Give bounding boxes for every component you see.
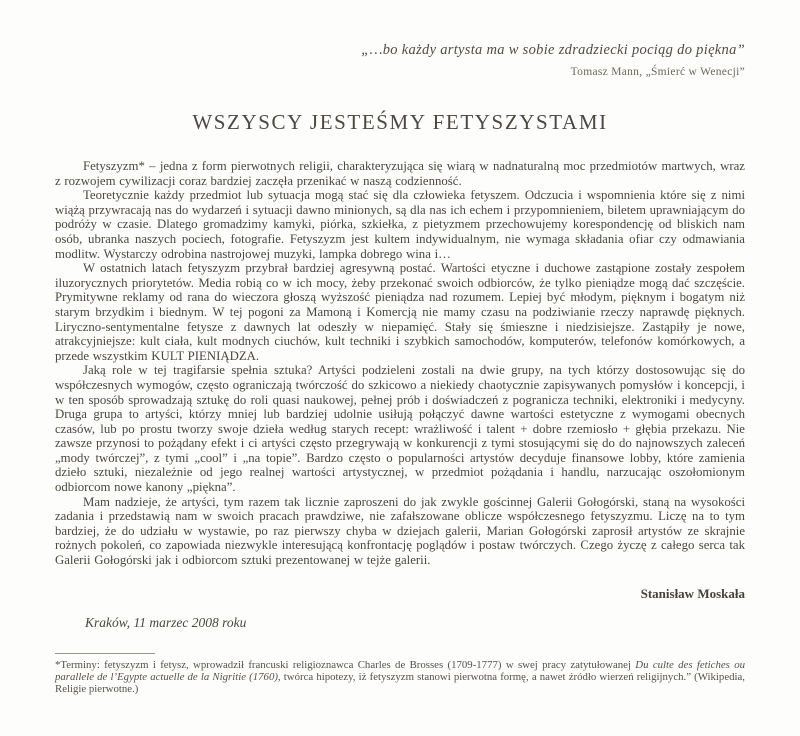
paragraph-2: Teoretycznie każdy przedmiot lub sytuacja mogą stać się dla człowieka fetyszem. Odczucia i wspomnienia które się z nimi wiążą przywracają nas do wydarzeń i sytuacji dawno minionych, są dla nas ich echem i przypomnieniem, biletem uprawniającym do podróży w czasie. Dlatego gromadzimy kamyki, piórka, szkiełka, z pietyzmem przechowujemy korespondencję od bliskich nam osób, ubranka naszych pociech, fotografie. Fetyszyzm jest kultem indywidualnym, nie wymaga składania ofiar czy odmawiania modlitw. Wystarczy odrobina nastrojowej muzyki, lampka dobrego wina i…: [55, 188, 745, 261]
dateline: Kraków, 11 marzec 2008 roku: [85, 614, 247, 630]
page-title: WSZYSCY JESTEŚMY FETYSZYSTAMI: [192, 110, 608, 134]
paragraph-4: Jaką role w tej tragifarsie spełnia sztuka? Artyści podzieleni zostali na dwie grupy, na tych którzy dostosowując się do współczesnych wymogów, często ograniczają twórczość do szkicowo a niekiedy chaotycznie zapisywanych pomysłów i koncepcji, i w ten sposób sprowadzają sztukę do roli quasi naukowej, pełnej prób i doświadczeń z pogranicza techniki, elektroniki i medycyny. Druga grupa to artyści, którzy mniej lub bardziej udolnie usiłują połączyć dawne wartości estetyczne z wymogami obecnych czasów, lub po prostu tworzy swoje dzieła według starych recept: wrażliwość i talent + dobre rzemiosło + głębia przekazu. Nie zawsze przynosi to pożądany efekt i ci artyści często przegrywają w konkurencji z tymi stosującymi się do do najnowszych zaleceń „mody twórczej”, z tymi „cool” i „na topie”. Bardzo często o popularności artystów decyduje finansowe lobby, które zamienia dzieło sztuki, niezależnie od jego realnej wartości artystycznej, w przedmiot pożądania i handlu, narzucając oszołomionym odbiorcom nowe kanony „piękna”.: [55, 363, 745, 495]
epigraph: [55, 42, 745, 78]
footnote: [55, 659, 745, 696]
footnote-work-title: Du culte des fetiches ou parallele de l’Egypte actuelle de la Nigritie (1760): [55, 658, 745, 683]
footnote-divider: [55, 653, 155, 654]
essay-body: [55, 159, 745, 568]
paragraph-1: Fetyszyzm* – jedna z form pierwotnych religii, charakteryzująca się wiarą w nadnaturalną moc przedmiotów martwych, wraz z rozwojem cywilizacji coraz bardziej zaczęła przenikać w naszą codzienność.: [55, 159, 745, 188]
epigraph-attribution: Tomasz Mann, „Śmierć w Wenecji”: [570, 66, 745, 78]
paragraph-3: W ostatnich latach fetyszyzm przybrał bardziej agresywną postać. Wartości etyczne i duchowe zastąpione zostały zespołem iluzorycznych priorytetów. Media robią co w ich mocy, żeby przekonać swoich odbiorców, że tylko pieniądze mogą dać szczęście. Prymitywne reklamy od rana do wieczora głoszą wyższość pieniądza nad rozumem. Lepiej być młodym, pięknym i bogatym niż starym brzydkim i biednym. W tej pogoni za Mamoną i Komercją nie mamy czasu na podziwianie rzeczy naprawdę pięknych. Liryczno-sentymentalne fetysze z dawnych lat odeszły w niepamięć. Stały się śmieszne i niedzisiejsze. Zastąpiły je nowe, atrakcyjniejsze: kult ciała, kult modnych ciuchów, kult techniki i szybkich samochodów, komputerów, telefonów komórkowych, a przede wszystkim KULT PIENIĄDZA.: [55, 261, 745, 363]
footnote-text-start: *Terminy: fetyszyzm i fetysz, wprowadził francuski religioznawca Charles de Brosses (1709-1777) w swej pracy zatytułowanej: [55, 658, 636, 671]
paragraph-5: Mam nadzieje, że artyści, tym razem tak licznie zaproszeni do jak zwykle gościnnej Galerii Gołogórski, staną na wysokości zadania i przedstawią nam w swoich pracach prawdziwe, nie zafałszowane oblicze współczesnego fetyszyzmu. Liczę na to tym bardziej, że do udziału w wystawie, po raz pierwszy chyba w dziejach galerii, Marian Gołogórski zaprosił artystów ze skrajnie rożnych pokoleń, co zapowiada niezwykle interesującą konfrontację poglądów i postaw twórczych. Czego życzę z całego serca tak Galerii Gołogórski jak i odbiorcom sztuki prezentowanej w tejże galerii.: [55, 494, 745, 568]
footnote-text-end: , twórca hipotezy, iż fetyszyzm stanowi pierwotna formę, a nawet źródło wierzeń religijnych.” (Wikipedia, Religie pierwotne.): [55, 670, 745, 696]
epigraph-quote: „…bo każdy artysta ma w sobie zdradziecki pociąg do piękna”: [361, 42, 745, 58]
author-signature: Stanisław Moskała: [640, 585, 745, 601]
